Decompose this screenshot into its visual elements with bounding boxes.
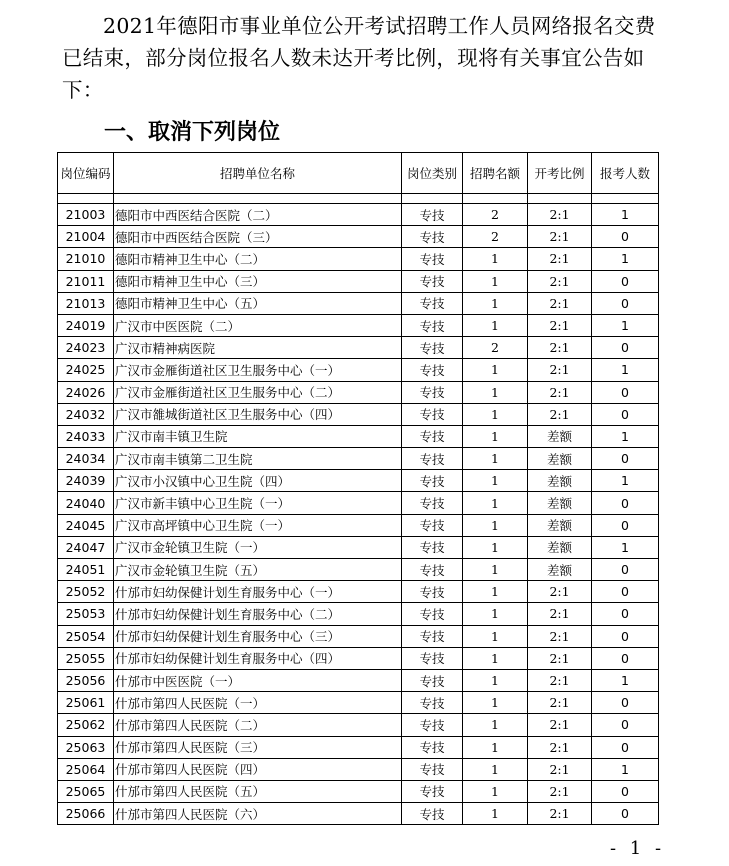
table-row: [58, 359, 659, 381]
unit-name-cell: 德阳市精神卫生中心（三）: [114, 270, 402, 292]
ratio-cell: 2:1: [528, 403, 592, 425]
category-cell: 专技: [402, 559, 463, 581]
unit-name-cell: 什邡市第四人民医院（一）: [114, 692, 402, 714]
category-cell: 专技: [402, 603, 463, 625]
category-cell: 专技: [402, 359, 463, 381]
position-code-cell: 24032: [58, 403, 114, 425]
applicants-cell: 1: [592, 425, 659, 447]
category-cell: 专技: [402, 758, 463, 780]
unit-name-cell: 广汉市雒城街道社区卫生服务中心（四）: [114, 403, 402, 425]
ratio-cell: 2:1: [528, 204, 592, 226]
ratio-cell: 2:1: [528, 714, 592, 736]
unit-name-cell: 广汉市小汉镇中心卫生院（四）: [114, 470, 402, 492]
category-cell: 专技: [402, 647, 463, 669]
applicants-cell: 1: [592, 204, 659, 226]
quota-cell: 1: [463, 292, 528, 314]
applicants-cell: 0: [592, 603, 659, 625]
category-cell: 专技: [402, 736, 463, 758]
category-cell: 专技: [402, 381, 463, 403]
category-cell: 专技: [402, 692, 463, 714]
ratio-cell: 2:1: [528, 292, 592, 314]
ratio-cell: 2:1: [528, 647, 592, 669]
applicants-cell: 1: [592, 248, 659, 270]
unit-name-cell: 什邡市第四人民医院（四）: [114, 758, 402, 780]
ratio-cell: 2:1: [528, 780, 592, 802]
quota-cell: 1: [463, 625, 528, 647]
applicants-cell: 0: [592, 292, 659, 314]
table-body: [58, 204, 659, 825]
unit-name-cell: 什邡市第四人民医院（二）: [114, 714, 402, 736]
applicants-cell: 0: [592, 692, 659, 714]
applicants-cell: 0: [592, 226, 659, 248]
section-heading: 一、取消下列岗位: [104, 120, 281, 145]
table-header: [58, 153, 659, 204]
unit-name-cell: 广汉市南丰镇卫生院: [114, 425, 402, 447]
table-row: [58, 780, 659, 802]
position-code-cell: 25066: [58, 803, 114, 825]
quota-cell: 1: [463, 736, 528, 758]
table-row: [58, 603, 659, 625]
quota-cell: 1: [463, 492, 528, 514]
intro-paragraph: 2021年德阳市事业单位公开考试招聘工作人员网络报名交费已结束，部分岗位报名人数未达开考比例，现将有关事宜公告如下：: [62, 14, 656, 102]
position-code-cell: 24040: [58, 492, 114, 514]
table-row: [58, 470, 659, 492]
category-cell: 专技: [402, 780, 463, 802]
applicants-cell: 0: [592, 581, 659, 603]
applicants-cell: 0: [592, 337, 659, 359]
quota-cell: 2: [463, 226, 528, 248]
position-code-cell: 25065: [58, 780, 114, 802]
ratio-cell: 2:1: [528, 803, 592, 825]
quota-cell: 1: [463, 514, 528, 536]
ratio-cell: 差额: [528, 470, 592, 492]
header-unit-name: 招聘单位名称: [114, 153, 402, 194]
table-row: [58, 248, 659, 270]
page-number: - 1 -: [610, 838, 666, 859]
quota-cell: 2: [463, 204, 528, 226]
table-row: [58, 403, 659, 425]
cancelled-positions-table: [57, 152, 659, 825]
category-cell: 专技: [402, 669, 463, 691]
ratio-cell: 2:1: [528, 758, 592, 780]
header-applicants: 报考人数: [592, 153, 659, 194]
ratio-cell: 2:1: [528, 581, 592, 603]
ratio-cell: 差额: [528, 514, 592, 536]
position-code-cell: 21011: [58, 270, 114, 292]
ratio-cell: 2:1: [528, 359, 592, 381]
quota-cell: 1: [463, 425, 528, 447]
position-code-cell: 25061: [58, 692, 114, 714]
applicants-cell: 1: [592, 470, 659, 492]
applicants-cell: 0: [592, 514, 659, 536]
ratio-cell: 差额: [528, 536, 592, 558]
unit-name-cell: 广汉市金轮镇卫生院（一）: [114, 536, 402, 558]
unit-name-cell: 广汉市高坪镇中心卫生院（一）: [114, 514, 402, 536]
unit-name-cell: 什邡市妇幼保健计划生育服务中心（一）: [114, 581, 402, 603]
position-code-cell: 24039: [58, 470, 114, 492]
ratio-cell: 2:1: [528, 669, 592, 691]
applicants-cell: 0: [592, 492, 659, 514]
position-code-cell: 25053: [58, 603, 114, 625]
unit-name-cell: 德阳市中西医结合医院（三）: [114, 226, 402, 248]
unit-name-cell: 什邡市妇幼保健计划生育服务中心（二）: [114, 603, 402, 625]
table-row: [58, 226, 659, 248]
quota-cell: 1: [463, 758, 528, 780]
applicants-cell: 0: [592, 403, 659, 425]
applicants-cell: 0: [592, 448, 659, 470]
ratio-cell: 差额: [528, 448, 592, 470]
quota-cell: 1: [463, 448, 528, 470]
category-cell: 专技: [402, 470, 463, 492]
quota-cell: 1: [463, 603, 528, 625]
applicants-cell: 1: [592, 314, 659, 336]
applicants-cell: 1: [592, 758, 659, 780]
category-cell: 专技: [402, 248, 463, 270]
position-code-cell: 25052: [58, 581, 114, 603]
ratio-cell: 差额: [528, 425, 592, 447]
position-code-cell: 25056: [58, 669, 114, 691]
unit-name-cell: 广汉市南丰镇第二卫生院: [114, 448, 402, 470]
quota-cell: 1: [463, 647, 528, 669]
announcement-intro: [62, 10, 672, 106]
header-position-code: 岗位编码: [58, 153, 114, 194]
unit-name-cell: 广汉市金雁街道社区卫生服务中心（二）: [114, 381, 402, 403]
unit-name-cell: 德阳市中西医结合医院（二）: [114, 204, 402, 226]
table-row: [58, 647, 659, 669]
position-code-cell: 21013: [58, 292, 114, 314]
position-code-cell: 25054: [58, 625, 114, 647]
position-code-cell: 25064: [58, 758, 114, 780]
applicants-cell: 0: [592, 803, 659, 825]
table-row: [58, 492, 659, 514]
unit-name-cell: 广汉市金轮镇卫生院（五）: [114, 559, 402, 581]
table-row: [58, 736, 659, 758]
position-code-cell: 24051: [58, 559, 114, 581]
ratio-cell: 2:1: [528, 337, 592, 359]
unit-name-cell: 广汉市中医医院（二）: [114, 314, 402, 336]
table-row: [58, 514, 659, 536]
header-position-category: 岗位类别: [402, 153, 463, 194]
table-row: [58, 803, 659, 825]
quota-cell: 1: [463, 314, 528, 336]
position-code-cell: 21004: [58, 226, 114, 248]
unit-name-cell: 广汉市新丰镇中心卫生院（一）: [114, 492, 402, 514]
ratio-cell: 2:1: [528, 603, 592, 625]
ratio-cell: 2:1: [528, 248, 592, 270]
position-code-cell: 24025: [58, 359, 114, 381]
ratio-cell: 2:1: [528, 381, 592, 403]
table-row: [58, 292, 659, 314]
position-code-cell: 24033: [58, 425, 114, 447]
table-row: [58, 714, 659, 736]
position-code-cell: 24023: [58, 337, 114, 359]
table-row: [58, 669, 659, 691]
quota-cell: 1: [463, 381, 528, 403]
ratio-cell: 2:1: [528, 226, 592, 248]
category-cell: 专技: [402, 226, 463, 248]
quota-cell: 2: [463, 337, 528, 359]
applicants-cell: 0: [592, 270, 659, 292]
applicants-cell: 0: [592, 625, 659, 647]
category-cell: 专技: [402, 625, 463, 647]
unit-name-cell: 什邡市第四人民医院（三）: [114, 736, 402, 758]
position-code-cell: 24045: [58, 514, 114, 536]
applicants-cell: 1: [592, 359, 659, 381]
quota-cell: 1: [463, 803, 528, 825]
category-cell: 专技: [402, 314, 463, 336]
category-cell: 专技: [402, 337, 463, 359]
table-row: [58, 758, 659, 780]
applicants-cell: 0: [592, 559, 659, 581]
quota-cell: 1: [463, 270, 528, 292]
applicants-cell: 1: [592, 669, 659, 691]
quota-cell: 1: [463, 470, 528, 492]
quota-cell: 1: [463, 559, 528, 581]
header-quota: 招聘名额: [463, 153, 528, 194]
position-code-cell: 24047: [58, 536, 114, 558]
quota-cell: 1: [463, 780, 528, 802]
ratio-cell: 2:1: [528, 270, 592, 292]
ratio-cell: 2:1: [528, 736, 592, 758]
table-row: [58, 381, 659, 403]
unit-name-cell: 什邡市妇幼保健计划生育服务中心（四）: [114, 647, 402, 669]
category-cell: 专技: [402, 204, 463, 226]
quota-cell: 1: [463, 714, 528, 736]
applicants-cell: 0: [592, 647, 659, 669]
table-row: [58, 536, 659, 558]
quota-cell: 1: [463, 536, 528, 558]
applicants-cell: 0: [592, 780, 659, 802]
position-code-cell: 25055: [58, 647, 114, 669]
category-cell: 专技: [402, 536, 463, 558]
category-cell: 专技: [402, 803, 463, 825]
applicants-cell: 1: [592, 536, 659, 558]
applicants-cell: 0: [592, 381, 659, 403]
table-row: [58, 270, 659, 292]
category-cell: 专技: [402, 448, 463, 470]
unit-name-cell: 什邡市第四人民医院（五）: [114, 780, 402, 802]
position-code-cell: 21010: [58, 248, 114, 270]
unit-name-cell: 广汉市精神病医院: [114, 337, 402, 359]
header-row: [58, 153, 659, 194]
unit-name-cell: 广汉市金雁街道社区卫生服务中心（一）: [114, 359, 402, 381]
position-code-cell: 25063: [58, 736, 114, 758]
category-cell: 专技: [402, 581, 463, 603]
table-row: [58, 692, 659, 714]
position-code-cell: 24019: [58, 314, 114, 336]
applicants-cell: 0: [592, 736, 659, 758]
category-cell: 专技: [402, 270, 463, 292]
category-cell: 专技: [402, 714, 463, 736]
category-cell: 专技: [402, 292, 463, 314]
unit-name-cell: 德阳市精神卫生中心（五）: [114, 292, 402, 314]
quota-cell: 1: [463, 359, 528, 381]
table-row: [58, 314, 659, 336]
category-cell: 专技: [402, 514, 463, 536]
table-row: [58, 625, 659, 647]
table-row: [58, 337, 659, 359]
header-exam-ratio: 开考比例: [528, 153, 592, 194]
unit-name-cell: 德阳市精神卫生中心（二）: [114, 248, 402, 270]
unit-name-cell: 什邡市第四人民医院（六）: [114, 803, 402, 825]
position-code-cell: 24034: [58, 448, 114, 470]
ratio-cell: 2:1: [528, 692, 592, 714]
unit-name-cell: 什邡市妇幼保健计划生育服务中心（三）: [114, 625, 402, 647]
quota-cell: 1: [463, 669, 528, 691]
quota-cell: 1: [463, 692, 528, 714]
position-code-cell: 21003: [58, 204, 114, 226]
table-row: [58, 448, 659, 470]
ratio-cell: 2:1: [528, 314, 592, 336]
unit-name-cell: 什邡市中医医院（一）: [114, 669, 402, 691]
quota-cell: 1: [463, 403, 528, 425]
quota-cell: 1: [463, 581, 528, 603]
header-spacer-row: [58, 194, 659, 204]
ratio-cell: 差额: [528, 559, 592, 581]
position-code-cell: 24026: [58, 381, 114, 403]
position-code-cell: 25062: [58, 714, 114, 736]
category-cell: 专技: [402, 403, 463, 425]
table-row: [58, 559, 659, 581]
category-cell: 专技: [402, 492, 463, 514]
table-row: [58, 581, 659, 603]
table-row: [58, 425, 659, 447]
category-cell: 专技: [402, 425, 463, 447]
quota-cell: 1: [463, 248, 528, 270]
applicants-cell: 0: [592, 714, 659, 736]
ratio-cell: 2:1: [528, 625, 592, 647]
ratio-cell: 差额: [528, 492, 592, 514]
table-row: [58, 204, 659, 226]
